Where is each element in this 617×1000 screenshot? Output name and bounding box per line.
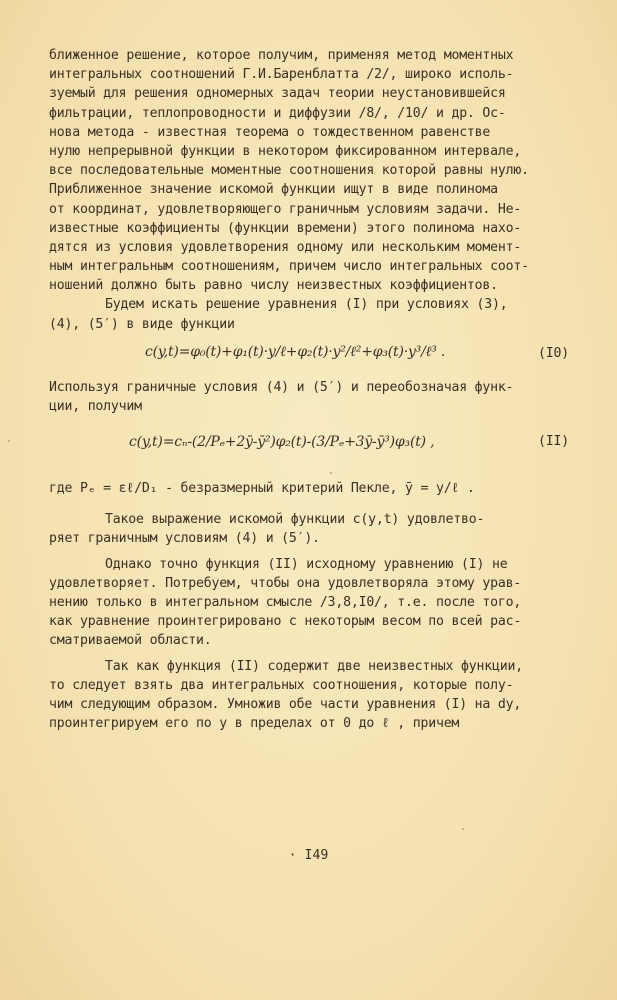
equation-number-11: (II) [538, 434, 569, 450]
text-line: ции, получим [49, 399, 142, 414]
text-line: (4), (5′) в виде функции [49, 316, 235, 332]
paragraph-6 [49, 657, 569, 734]
equation-11 [49, 416, 569, 474]
text-line: как уравнение проинтегрировано с некоторым весом по всей рас- [49, 614, 522, 630]
text-line: сматриваемой области. [49, 633, 212, 649]
text-line: Так как функция (II) содержит две неизвестных функции, [105, 658, 523, 674]
text-line: то следует взять два интегральных соотношения, которые полу- [49, 677, 514, 693]
page-number: · I49 [288, 848, 329, 863]
text-line: чим следующим образом. Умножив обе части уравнения (I) на dy, [49, 696, 522, 712]
paragraph-1 [49, 46, 569, 295]
text-line: все последовательные моментные соотношения которой равны нулю. [49, 163, 529, 179]
text-line: ближенное решение, которое получим, применяя метод моментных [49, 48, 514, 63]
paper-speck [330, 472, 332, 474]
text-line: Приближенное значение искомой функции ищут в виде полинома [49, 182, 498, 198]
text-line: Такое выражение искомой функции c(y,t) удовлетво- [105, 512, 485, 528]
paragraph-2 [49, 295, 569, 333]
paragraph-4 [49, 510, 569, 548]
text-line: Будем искать решение уравнения (I) при условиях (3), [105, 297, 508, 313]
formula-11: c(y,t)=cₙ-(2/Pₑ+2ȳ-ȳ²)φ₂(t)-(3/Pₑ+3ȳ-ȳ³)φ₃(t) , [129, 434, 435, 451]
text-line: удовлетворяет. Потребуем, чтобы она удовлетворяла этому урав- [49, 575, 522, 591]
text-line: ным интегральным соотношениям, причем число интегральных соот- [49, 259, 529, 275]
text-line: ряет граничным условиям (4) и (5′). [49, 531, 320, 547]
text-line: нулю непрерывной функции в некотором фиксированном интервале, [49, 143, 522, 159]
equation-number-10: (I0) [538, 345, 569, 361]
where-line: где Pₑ = εℓ/D₁ - безразмерный критерий Пекле, ȳ = y/ℓ . [49, 481, 475, 497]
paragraph-5 [49, 555, 569, 651]
text-line: интегральных соотношений Г.И.Баренблатта /2/, широко исполь- [49, 67, 514, 83]
text-line: нению только в интегральном смысле /3,8,I0/, т.е. после того, [49, 594, 522, 610]
formula-10: c(y,t)=φ₀(t)+φ₁(t)·y/ℓ+φ₂(t)·y²/ℓ²+φ₃(t)·y³/ℓ³ . [145, 343, 446, 360]
paragraph-3 [49, 378, 569, 416]
text-line: проинтегрируем его по y в пределах от 0 до ℓ , причем [49, 716, 460, 732]
text-line: от координат, удовлетворяющего граничным условиям задачи. Не- [49, 201, 522, 217]
text-line: нова метода - известная теорема о тождественном равенстве [49, 124, 491, 140]
text-line: дятся из условия удовлетворения одному или нескольким момент- [49, 239, 522, 255]
body-text [49, 46, 569, 733]
text-line: Однако точно функция (II) исходному уравнению (I) не [105, 556, 508, 572]
text-line: зуемый для решения одномерных задач теории неустановившейся [49, 86, 506, 102]
text-line: известные коэффициенты (функции времени) этого полинома нахо- [49, 220, 522, 236]
paper-speck [462, 828, 464, 830]
text-line: Используя граничные условия (4) и (5′) и переобозначая функ- [49, 379, 514, 395]
paper-speck [8, 440, 10, 442]
text-line: фильтрации, теплопроводности и диффузии /8/, /10/ и др. Ос- [49, 105, 506, 121]
equation-10 [49, 334, 569, 378]
text-line: ношений должно быть равно числу неизвестных коэффициентов. [49, 278, 498, 294]
